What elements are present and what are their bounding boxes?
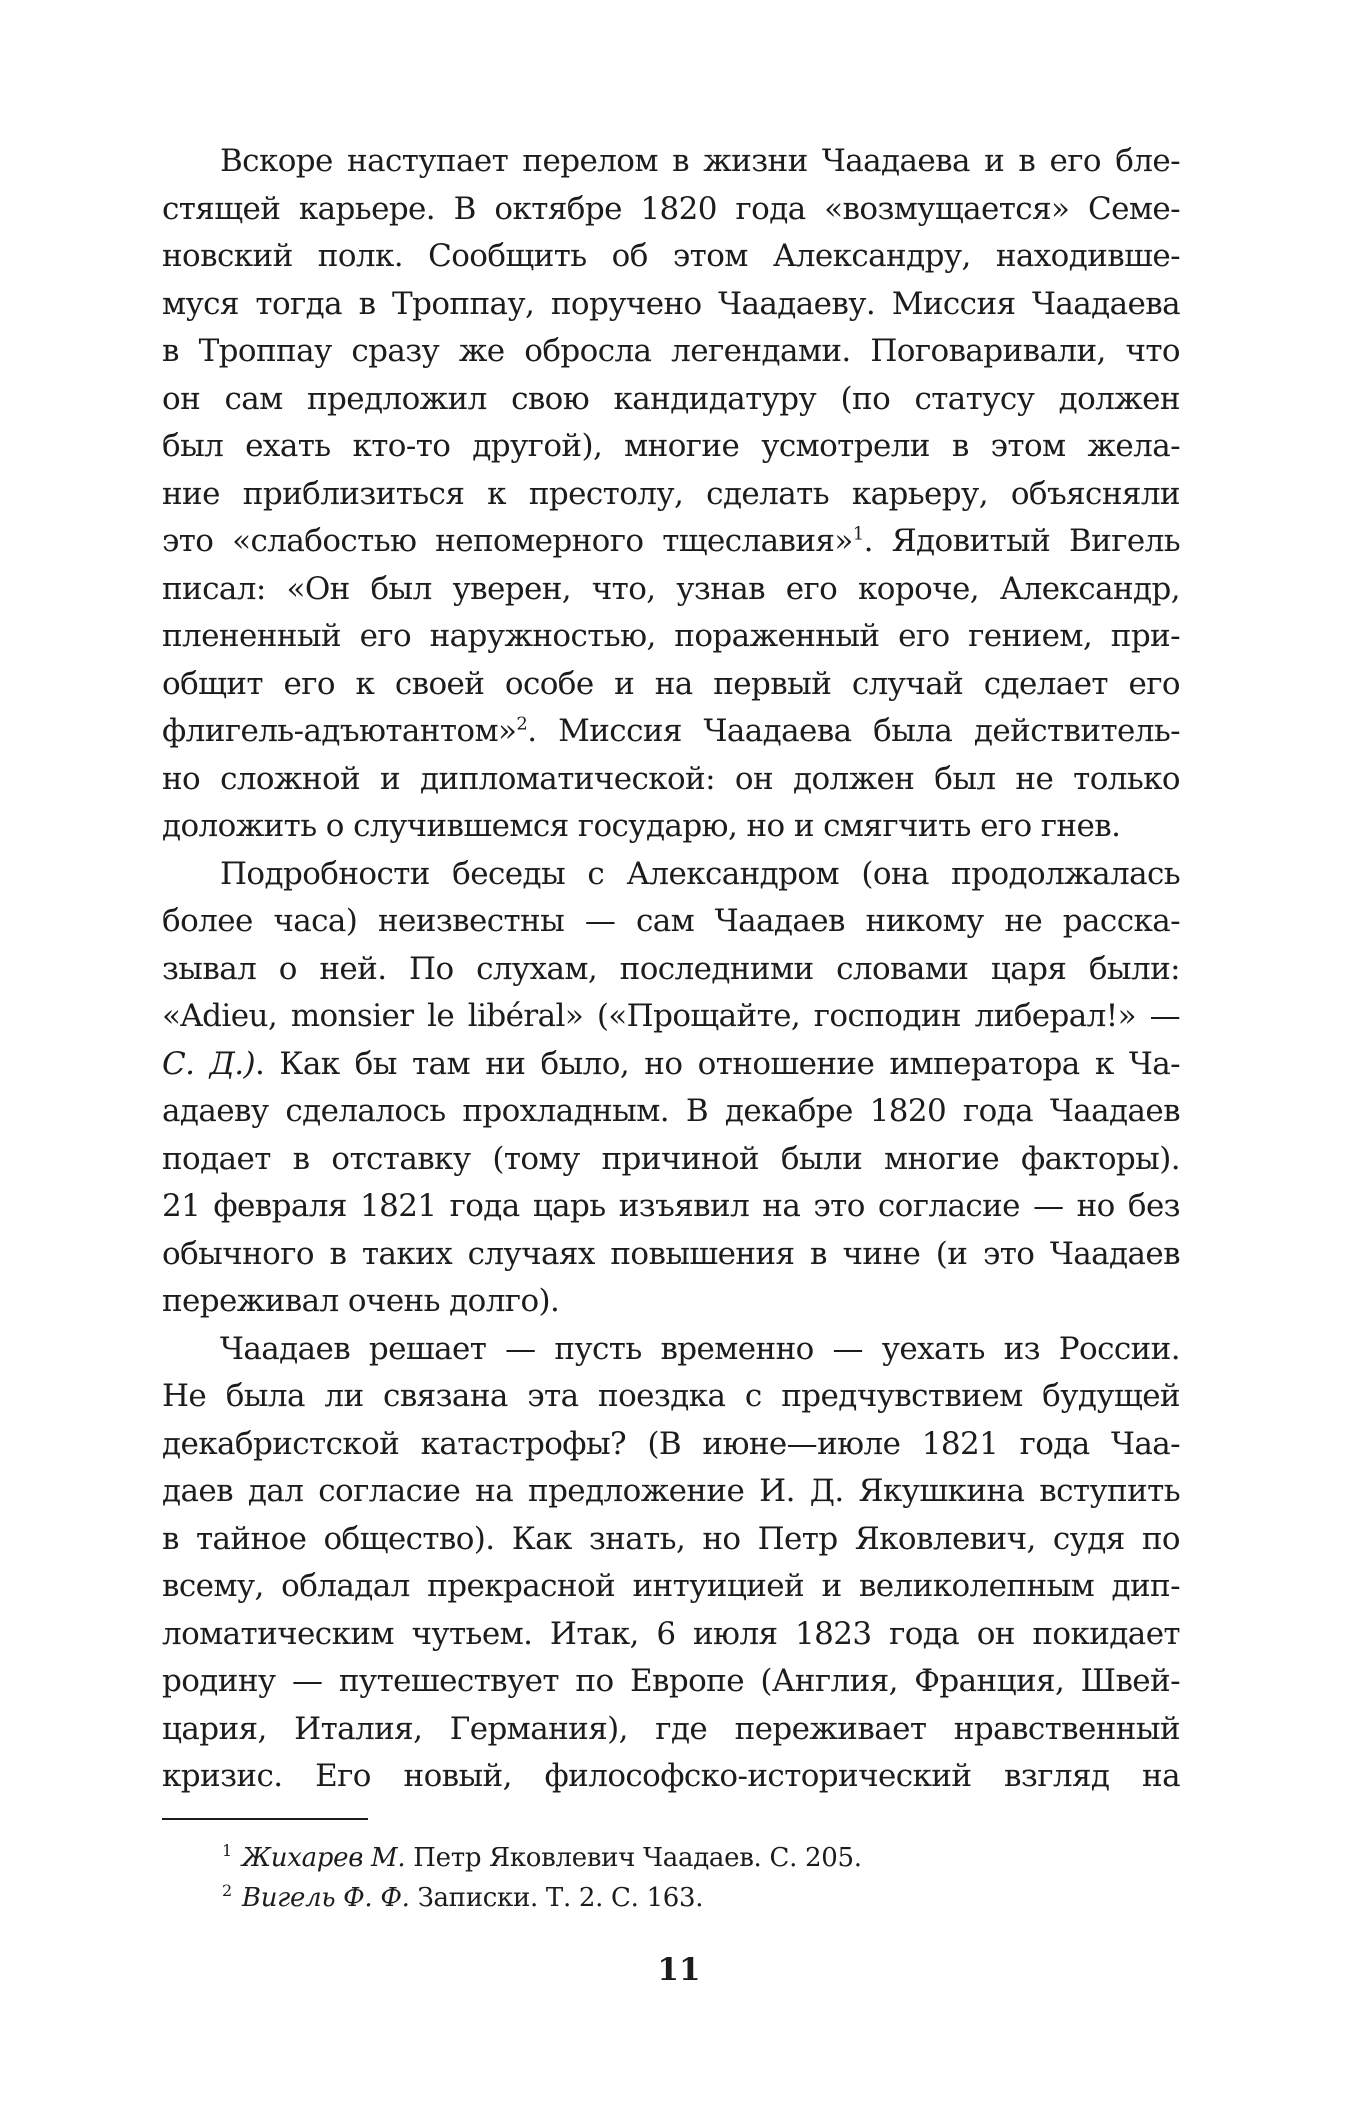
text-line [162,186,1180,234]
text-line [162,1136,1180,1184]
text-line [162,281,1180,329]
line-text: адаеву сделалось прохладным. В декабре 1820 года Чаадаев [162,1093,1180,1129]
text-line [162,1753,1180,1801]
text-line [162,1563,1180,1611]
line-text: Не была ли связана эта поездка с предчувствием будущей [162,1378,1180,1414]
footnote-number: 2 [222,1881,232,1901]
line-text: стящей карьере. В октябре 1820 года «возмущается» Семе- [162,190,1180,227]
text-line [162,898,1180,946]
text-line [162,1706,1180,1754]
line-text: . Ядовитый Вигель [863,523,1180,559]
text-line [162,661,1180,709]
page-number: 11 [657,1952,701,1988]
line-text: всему, обладал прекрасной интуицией и великолепным дип- [162,1568,1180,1604]
text-line [162,1278,1180,1326]
text-line [162,1231,1180,1279]
text-line [162,518,1180,566]
text-line [162,1041,1180,1089]
footnote-ref[interactable]: 2 [516,713,528,735]
line-text: Подробности беседы с Александром (она продолжалась [220,855,1180,892]
text-line [162,1373,1180,1421]
footnote-source: Записки. Т. 2. С. 163. [409,1883,704,1913]
line-text: Чаадаев решает — пусть временно — уехать из России. [220,1330,1180,1367]
text-line [162,851,1180,899]
text-line [162,328,1180,376]
text-line [162,1516,1180,1564]
line-text: в тайное общество). Как знать, но Петр Яковлевич, судя по [162,1520,1180,1557]
line-text: доложить о случившемся государю, но и смягчить его гнев. [162,808,1121,844]
text-line [162,1183,1180,1231]
line-text: переживал очень долго). [162,1283,560,1319]
text-line [162,566,1180,614]
line-text: писал: «Он был уверен, что, узнав его короче, Александр, [162,570,1180,607]
line-text: флигель-адъютантом» [162,713,517,749]
text-line [162,1658,1180,1706]
text-line [162,803,1180,851]
line-text: подает в отставку (тому причиной были многие факторы). [162,1140,1180,1177]
text-line [162,376,1180,424]
line-text: он сам предложил свою кандидатуру (по статусу должен [162,380,1180,417]
italic-text: С. Д.) [162,1045,255,1082]
line-text: зывал о ней. По слухам, последними словами царя были: [162,950,1180,987]
footnote-rule [162,1818,368,1820]
footnote-1 [222,1838,1122,1878]
footnote-author: Вигель Ф. Ф. [241,1883,410,1913]
line-text: муся тогда в Троппау, поручено Чаадаеву. Миссия Чаадаева [162,285,1180,322]
line-text: цария, Италия, Германия), где переживает нравственный [162,1710,1180,1747]
text-line [162,1468,1180,1516]
text-line [162,613,1180,661]
text-line [162,471,1180,519]
text-line [162,708,1180,756]
text-line [162,423,1180,471]
footnote-source: Петр Яковлевич Чаадаев. С. 205. [405,1843,862,1873]
line-text: кризис. Его новый, философско-исторический взгляд на [162,1758,1180,1794]
text-line [162,993,1180,1041]
footnote-author: Жихарев М. [241,1843,406,1873]
line-text: . Как бы там ни было, но отношение императора к Ча- [254,1045,1181,1082]
line-text: был ехать кто-то другой), многие усмотрели в этом жела- [162,428,1180,464]
text-line [162,138,1180,186]
text-line [162,1421,1180,1469]
text-line [162,1611,1180,1659]
line-text: Вскоре наступает перелом в жизни Чаадаева и в его бле- [220,143,1180,179]
footnote-number: 1 [222,1841,232,1861]
line-text: в Троппау сразу же обросла легендами. Поговаривали, что [162,333,1180,369]
line-text: общит его к своей особе и на первый случай сделает его [162,665,1180,702]
line-text: родину — путешествует по Европе (Англия, Франция, Швей- [162,1663,1180,1699]
line-text: но сложной и дипломатической: он должен был не только [162,760,1180,797]
line-text: более часа) неизвестны — сам Чаадаев никому не расска- [162,903,1180,939]
line-text: новский полк. Сообщить об этом Александру, находивше- [162,238,1180,274]
line-text: 21 февраля 1821 года царь изъявил на это согласие — но без [162,1188,1180,1224]
text-line [162,756,1180,804]
text-line [162,233,1180,281]
text-line [162,1326,1180,1374]
line-text: это «слабостью непомерного тщеславия» [162,523,853,559]
line-text: . Миссия Чаадаева была действитель- [527,713,1180,749]
line-text: «Adieu, monsier le libéral» («Прощайте, господин либерал!» — [162,998,1180,1034]
line-text: ломатическим чутьем. Итак, 6 июля 1823 года он покидает [162,1615,1180,1652]
body-text [162,138,1180,1801]
line-text: обычного в таких случаях повышения в чине (и это Чаадаев [162,1235,1180,1272]
footnote-ref[interactable]: 1 [852,523,864,545]
footnotes [222,1838,1122,1918]
line-text: декабристской катастрофы? (В июне—июле 1821 года Чаа- [162,1425,1180,1462]
text-line [162,946,1180,994]
line-text: даев дал согласие на предложение И. Д. Якушкина вступить [162,1473,1180,1509]
text-line [162,1088,1180,1136]
line-text: ние приблизиться к престолу, сделать карьеру, объясняли [162,475,1180,512]
line-text: плененный его наружностью, пораженный его гением, при- [162,618,1180,654]
footnote-2 [222,1878,1122,1918]
